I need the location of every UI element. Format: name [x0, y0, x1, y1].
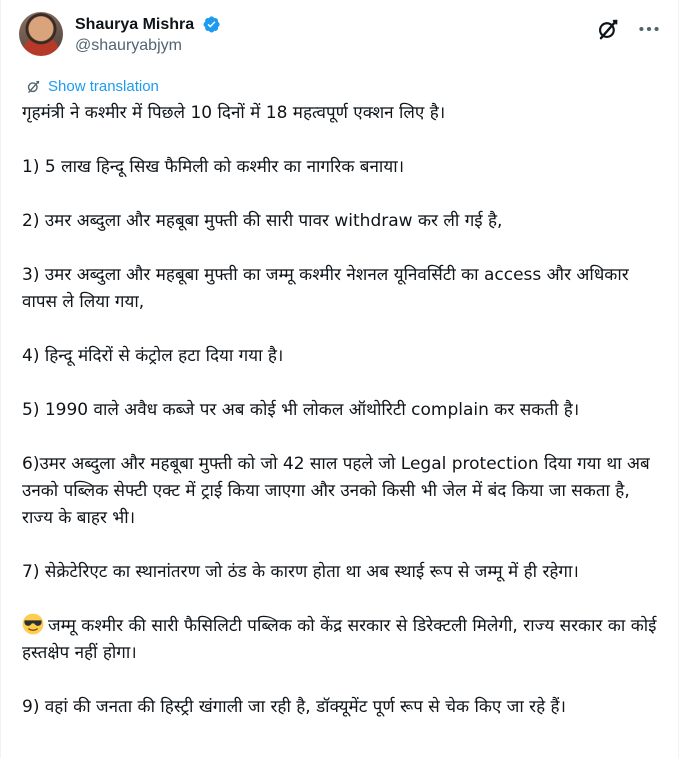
- tweet-paragraph-9: 9) वहां की जनता की हिस्ट्री खंगाली जा रही है, डॉक्यूमेंट पूर्ण रूप से चेक किए जा रहे हैं।: [22, 697, 566, 717]
- grok-icon[interactable]: [595, 16, 621, 42]
- header-actions: [585, 16, 662, 46]
- tweet-paragraph-6: 6)उमर अब्दुला और महबूबा मुफ्ती को जो 42 साल पहले जो Legal protection दिया गया था अब उनको पब्लिक सेफ्टी एक्ट में ट्राई किया जाएगा और उनको किसी भी जेल में बंद किया जा सकता है, राज्य के बाहर भी।: [22, 454, 650, 528]
- tweet-paragraph-4: 4) हिन्दू मंदिरों से कंट्रोल हटा दिया गया है।: [22, 346, 284, 366]
- tweet-paragraph-7: 7) सेक्रेटेरिएट का स्थानांतरण जो ठंड के कारण होता था अब स्थाई रूप से जम्मू में ही रहेगा।: [22, 562, 579, 582]
- tweet-paragraph-1: 1) 5 लाख हिन्दू सिख फैमिली को कश्मीर का नागरिक बनाया।: [22, 157, 405, 177]
- author-handle[interactable]: @shauryabjym: [75, 36, 182, 54]
- tweet-paragraph-3: 3) उमर अब्दुला और महबूबा मुफ्ती का जम्मू कश्मीर नेशनल यूनिवर्सिटी का access और अधिकार वापस ले लिया गया,: [22, 265, 629, 312]
- tweet-paragraph-5: 5) 1990 वाले अवैध कब्जे पर अब कोई भी लोकल ऑथोरिटी complain कर सकती है।: [22, 400, 580, 420]
- author-display-name[interactable]: Shaurya Mishra: [75, 15, 195, 33]
- author-avatar[interactable]: [19, 12, 63, 56]
- tweet-paragraph-2: 2) उमर अब्दुला और महबूबा मुफ्ती की सारी पावर withdraw कर ली गई है,: [22, 211, 503, 231]
- show-translation-link[interactable]: [25, 78, 159, 95]
- tweet-paragraph-intro: गृहमंत्री ने कश्मीर में पिछले 10 दिनों में 18 महत्वपूर्ण एक्शन लिए है।: [22, 103, 446, 123]
- translate-icon: [25, 78, 42, 95]
- tweet-paragraph-8: [22, 613, 662, 667]
- show-translation-label[interactable]: Show translation: [48, 78, 159, 95]
- verified-badge-icon[interactable]: [202, 15, 221, 34]
- tweet-text: [22, 100, 662, 721]
- more-options-icon[interactable]: [636, 16, 662, 42]
- author-info: [75, 14, 221, 56]
- tweet-header: [17, 12, 662, 60]
- tweet-paragraph-8-text: जम्मू कश्मीर की सारी फैसिलिटी पब्लिक को केंद्र सरकार से डिरेक्टली मिलेगी, राज्य सरकार का कोई हस्तक्षेप नहीं होगा।: [22, 616, 657, 663]
- sunglasses-emoji-icon: [22, 613, 44, 635]
